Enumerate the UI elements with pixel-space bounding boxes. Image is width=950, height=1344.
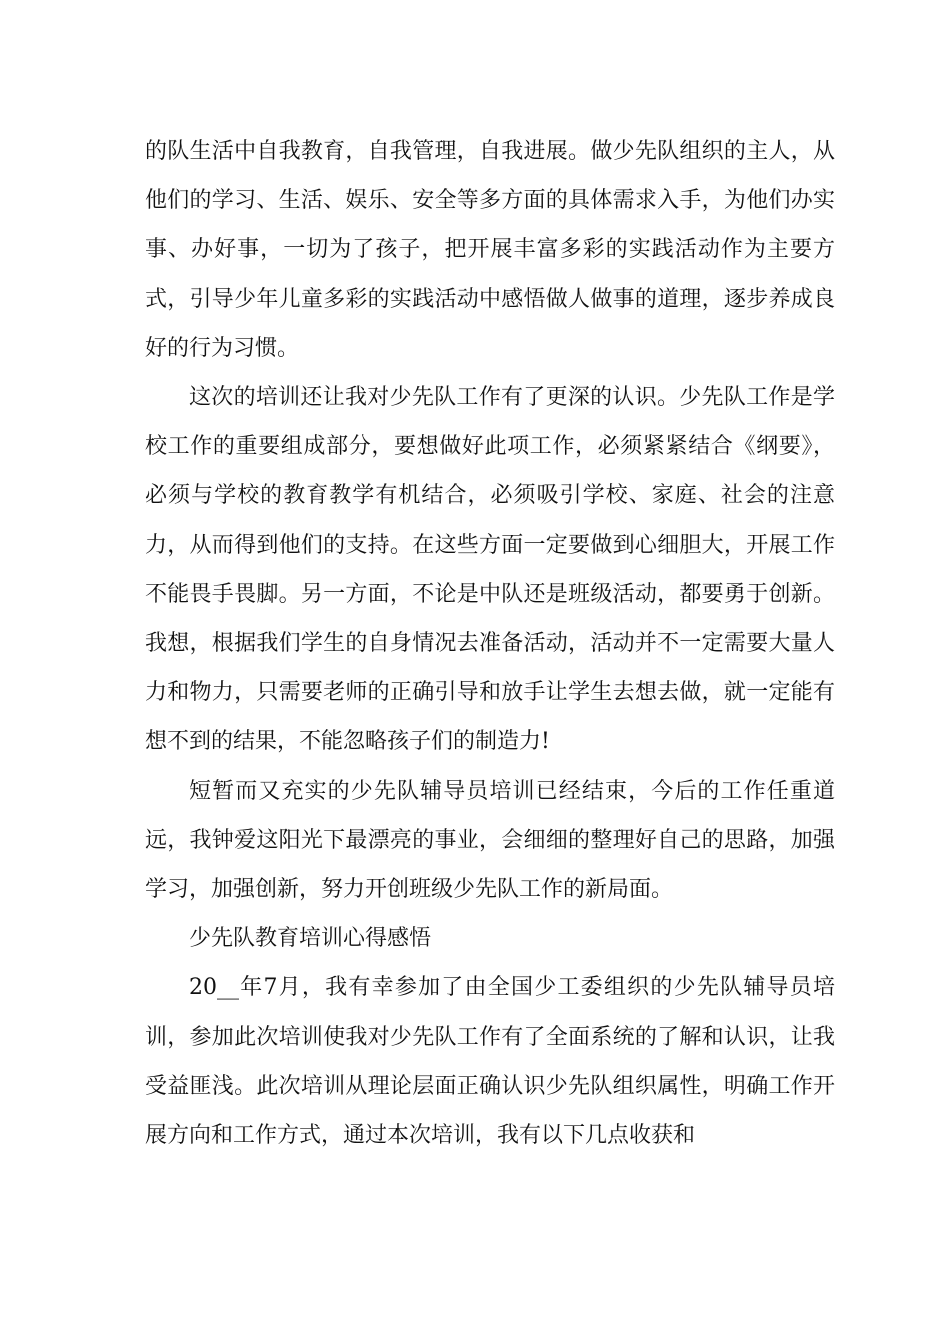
paragraph-3: 短暂而又充实的少先队辅导员培训已经结束，今后的工作任重道远，我钟爱这阳光下最漂亮的事业，会细细的整理好自己的思路，加强学习，加强创新，努力开创班级少先队工作的新局面。 xyxy=(145,778,835,903)
section-heading: 少先队教育培训心得感悟 xyxy=(189,926,432,952)
document-page xyxy=(145,127,835,1160)
paragraph-2: 这次的培训还让我对少先队工作有了更深的认识。少先队工作是学校工作的重要组成部分，要想做好此项工作，必须紧紧结合《纲要》，必须与学校的教育教学有机结合，必须吸引学校、家庭、社会的注意力，从而得到他们的支持。在这些方面一定要做到心细胆大，开展工作不能畏手畏脚。另一方面，不论是中队还是班级活动，都要勇于创新。我想，根据我们学生的自身情况去准备活动，活动并不一定需要大量人力和物力，只需要老师的正确引导和放手让学生去想去做，就一定能有想不到的结果，不能忽略孩子们的制造力! xyxy=(145,385,835,755)
paragraph-1: 的队生活中自我教育，自我管理，自我进展。做少先队组织的主人，从他们的学习、生活、娱乐、安全等多方面的具体需求入手，为他们办实事、办好事，一切为了孩子，把开展丰富多彩的实践活动作为主要方式，引导少年儿童多彩的实践活动中感悟做人做事的道理，逐步养成良好的行为习惯。 xyxy=(145,139,835,361)
paragraph-4: 20__年7月，我有幸参加了由全国少工委组织的少先队辅导员培训，参加此次培训使我对少先队工作有了全面系统的了解和认识，让我受益匪浅。此次培训从理论层面正确认识少先队组织属性，明确工作开展方向和工作方式，通过本次培训，我有以下几点收获和 xyxy=(145,975,835,1149)
